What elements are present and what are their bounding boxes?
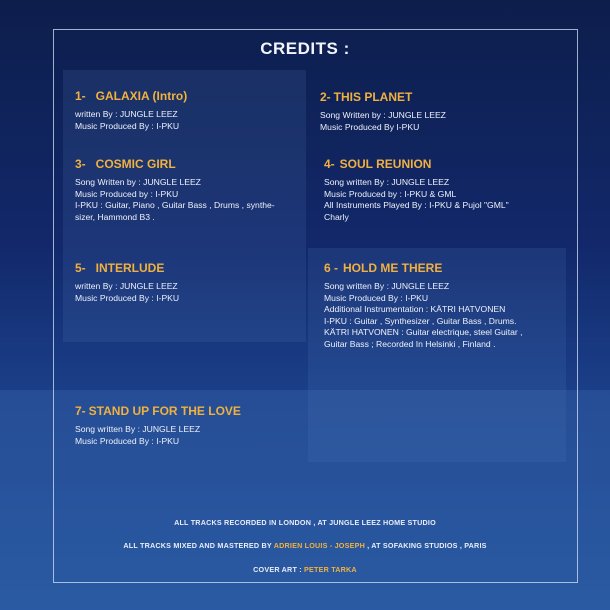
track-name: GALAXIA (Intro) [95, 89, 188, 103]
track-title [75, 404, 241, 418]
track-number: 7- [75, 404, 86, 418]
track-name: STAND UP FOR THE LOVE [88, 404, 241, 418]
footer-mixed-prefix: ALL TRACKS MIXED AND MASTERED BY [123, 541, 274, 550]
footer-mixed-engineer: ADRIEN LOUIS - JOSEPH [273, 541, 365, 550]
track-number: 3- [75, 157, 86, 171]
track-credits: written By : JUNGLE LEEZ Music Produced By : I-PKU [75, 109, 180, 131]
track-number: 4- [324, 157, 335, 171]
track-name: INTERLUDE [95, 261, 165, 275]
track-credits: Song written By : JUNGLE LEEZ Music Produced By : I-PKU Additional Instrumentation : KÄTRI HATVONEN I-PKU : Guitar , Synthesizer , Guitar Bass , Drums. KÄTRI HATVONEN : Guitar electrique, steel Guitar , Guitar Bass ; Recorded In Helsinki , Finland . [324, 281, 523, 349]
track-credits: Song Written by : JUNGLE LEEZ Music Produced by : I-PKU I-PKU : Guitar, Piano , Guitar Bass , Drums , synthe- sizer, Hammond B3 . [75, 177, 275, 222]
track-5 [75, 261, 179, 304]
track-credits: Song written By : JUNGLE LEEZ Music Produced by : I-PKU & GML All Instruments Played By : I-PKU & Pujol "GML" Charly [324, 177, 509, 222]
track-credits: written By : JUNGLE LEEZ Music Produced By : I-PKU [75, 281, 180, 303]
track-number: 5- [75, 261, 86, 275]
track-name: SOUL REUNION [339, 157, 432, 171]
track-title [75, 157, 275, 171]
track-2 [320, 90, 446, 133]
track-title [320, 90, 446, 104]
track-name: THIS PLANET [333, 90, 413, 104]
page-title: CREDITS : [260, 39, 350, 58]
track-1 [75, 89, 187, 132]
track-title [324, 261, 523, 275]
track-3 [75, 157, 275, 223]
track-name: COSMIC GIRL [95, 157, 176, 171]
footer-cover-label: COVER ART : [253, 565, 305, 574]
track-credits: Song written By : JUNGLE LEEZ Music Produced By : I-PKU [75, 424, 201, 446]
footer-cover-artist: PETER TARKA [304, 565, 357, 574]
footer-mixed [0, 541, 610, 550]
track-name: HOLD ME THERE [343, 261, 443, 275]
track-number: 1- [75, 89, 86, 103]
footer-recorded: ALL TRACKS RECORDED IN LONDON , AT JUNGLE LEEZ HOME STUDIO [174, 518, 436, 527]
track-credits: Song Written by : JUNGLE LEEZ Music Produced By I-PKU [320, 110, 446, 132]
track-6 [324, 261, 523, 351]
track-number: 6 - [324, 261, 339, 275]
track-title [75, 89, 187, 103]
footer-mixed-suffix: , AT SOFAKING STUDIOS , PARIS [364, 541, 487, 550]
footer-cover-art [0, 565, 610, 574]
track-number: 2- [320, 90, 331, 104]
track-4 [324, 157, 509, 223]
track-7 [75, 404, 241, 447]
track-title [75, 261, 179, 275]
track-title [324, 157, 509, 171]
